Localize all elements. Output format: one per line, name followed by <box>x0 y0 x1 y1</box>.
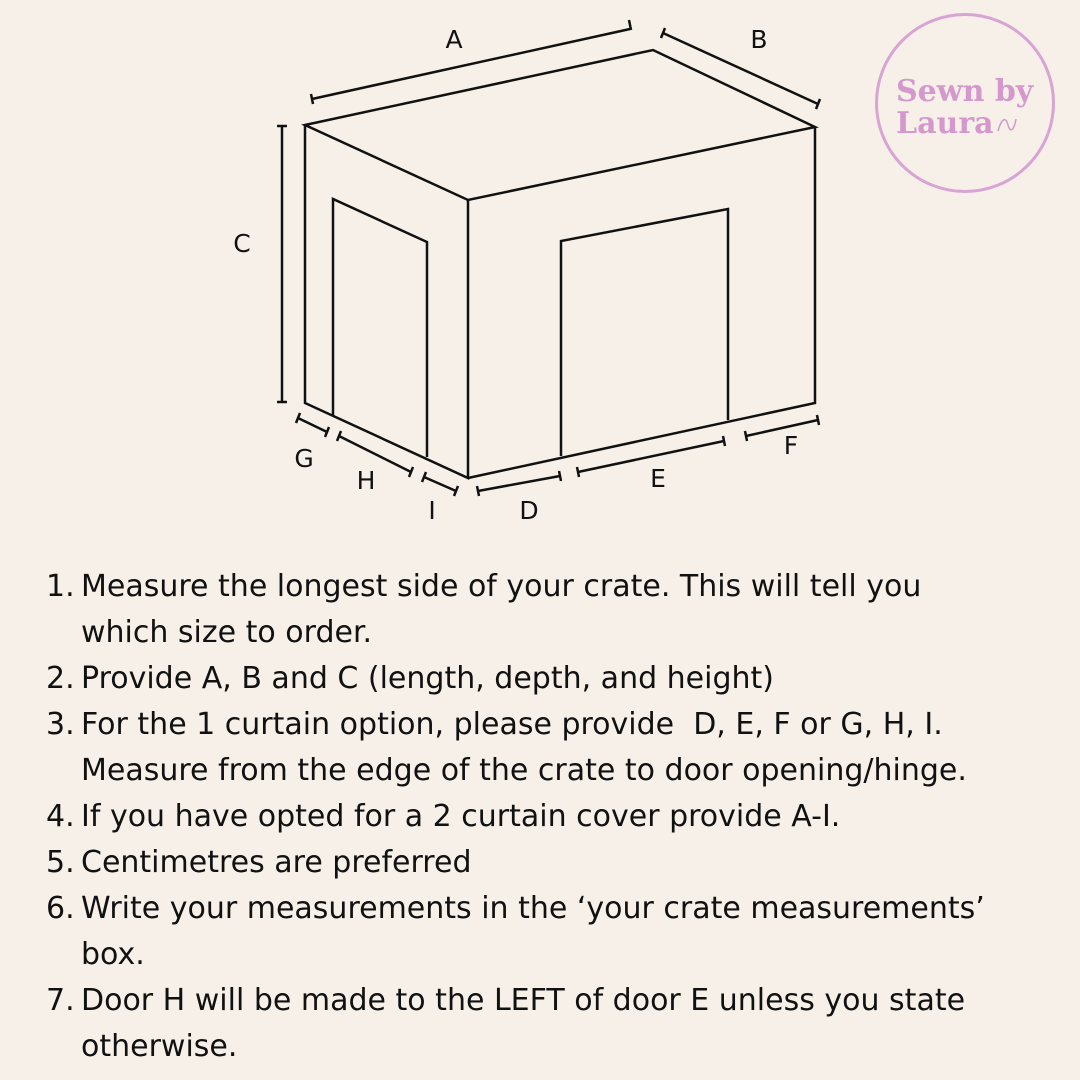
instruction-text: Centimetres are preferred <box>81 845 472 880</box>
instruction-item <box>46 794 1046 840</box>
instruction-text: Door H will be made to the LEFT of door E unless you state otherwise. <box>81 983 966 1064</box>
instruction-item <box>46 702 1046 794</box>
label-h: H <box>356 466 376 495</box>
needle-thread-icon <box>996 113 1018 135</box>
logo-line-1: Sewn by <box>896 74 1034 109</box>
dimension-line-f <box>745 415 819 441</box>
instruction-text: Measure the longest side of your crate. This will tell you which size to order. <box>81 569 922 650</box>
label-e: E <box>650 464 666 493</box>
dimension-line-c <box>277 126 287 402</box>
instruction-text: Write your measurements in the ‘your crate measurements’ box. <box>81 891 985 972</box>
label-c: C <box>233 229 251 258</box>
label-b: B <box>750 25 768 54</box>
label-g: G <box>294 444 314 473</box>
instruction-item <box>46 564 1046 656</box>
dimension-line-i <box>422 472 458 496</box>
label-a: A <box>445 25 463 54</box>
instruction-text: If you have opted for a 2 curtain cover provide A-I. <box>81 799 841 834</box>
instruction-number: 5. <box>46 845 75 880</box>
label-d: D <box>519 496 539 525</box>
dimension-line-b <box>661 28 820 109</box>
instruction-number: 6. <box>46 891 75 926</box>
crate-front-face <box>468 127 815 478</box>
instruction-number: 2. <box>46 661 75 696</box>
dimension-line-g <box>296 413 329 437</box>
instruction-item <box>46 656 1046 702</box>
label-i: I <box>428 496 436 525</box>
instruction-item <box>46 840 1046 886</box>
instruction-list <box>46 564 1046 1070</box>
crate-top-face <box>305 50 815 200</box>
crate-left-face <box>305 125 468 478</box>
instruction-text: For the 1 curtain option, please provide D, E, F or G, H, I. Measure from the edge of the crate to door opening/hinge. <box>81 707 967 788</box>
instruction-text: Provide A, B and C (length, depth, and height) <box>81 661 774 696</box>
brand-logo <box>875 13 1055 193</box>
instruction-number: 7. <box>46 983 75 1018</box>
dimension-line-a <box>311 20 631 104</box>
label-f: F <box>783 431 799 460</box>
dimension-line-d <box>477 471 561 496</box>
instruction-item <box>46 978 1046 1070</box>
logo-line-2-text: Laura <box>896 106 994 141</box>
logo-line-2 <box>896 108 1018 140</box>
instruction-number: 1. <box>46 569 75 604</box>
instruction-number: 3. <box>46 707 75 742</box>
instruction-number: 4. <box>46 799 75 834</box>
instruction-item <box>46 886 1046 978</box>
left-door-outline <box>333 199 427 457</box>
front-door-outline <box>561 209 728 456</box>
